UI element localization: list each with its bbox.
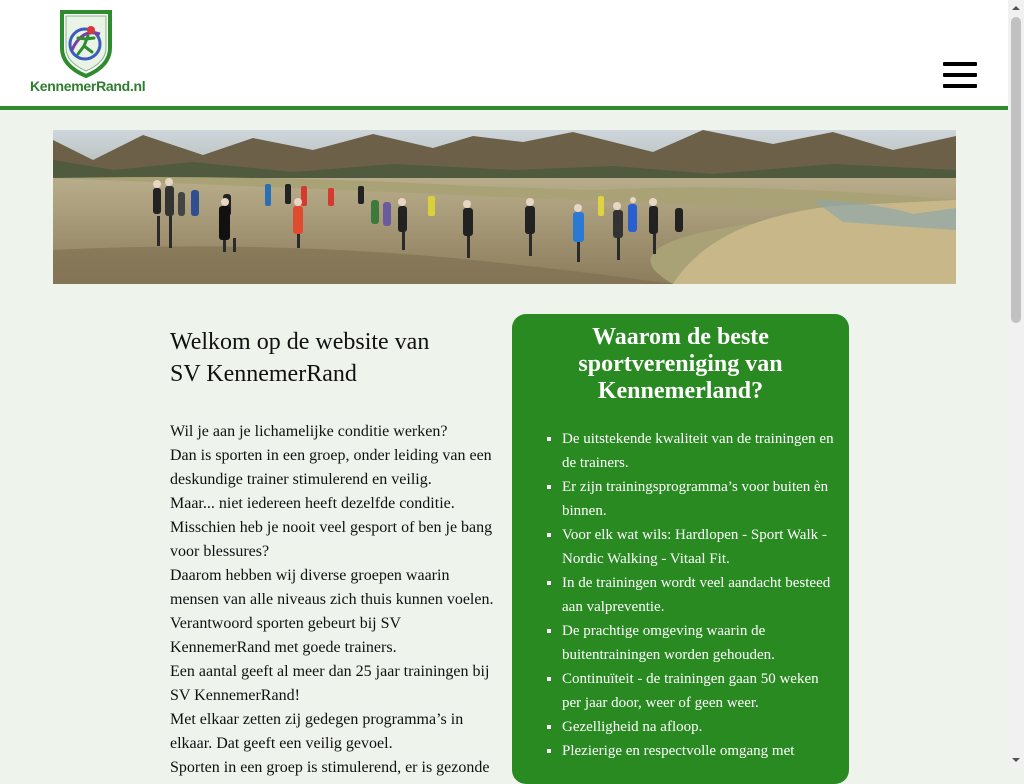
why-best-card: [512, 314, 849, 784]
list-item: ▪ Plezierige en respectvolle omgang met: [562, 739, 841, 763]
intro-line: Een aantal geeft al meer dan 25 jaar trainingen bij SV KennemerRand!: [170, 663, 490, 704]
site-header: [0, 0, 1008, 110]
welcome-section: [170, 326, 500, 780]
scrollbar-thumb[interactable]: [1011, 17, 1021, 323]
list-item: ▪ Gezelligheid na afloop.: [562, 715, 841, 739]
list-item: ▪ De uitstekende kwaliteit van de trainingen en de trainers.: [562, 427, 841, 475]
scroll-up-arrow-icon[interactable]: [1008, 0, 1024, 16]
scroll-down-arrow-icon[interactable]: [1008, 752, 1024, 768]
site-logo[interactable]: [30, 8, 146, 98]
intro-line: Verantwoord sporten gebeurt bij SV KennemerRand met goede trainers.: [170, 615, 401, 656]
training-group-photo: [53, 130, 956, 284]
intro-line: Misschien heb je nooit veel gesport of ben je bang voor blessures?: [170, 519, 493, 560]
list-item: ▪ In de trainingen wordt veel aandacht besteed aan valpreventie.: [562, 571, 841, 619]
intro-text: [170, 420, 500, 780]
intro-line: Dan is sporten in een groep, onder leiding van een deskundige trainer stimulerend en veilig.: [170, 447, 492, 488]
intro-line: Daarom hebben wij diverse groepen waarin mensen van alle niveaus zich thuis kunnen voelen.: [170, 567, 494, 608]
welcome-title-line2: SV KennemerRand: [170, 361, 357, 387]
reasons-list: [520, 427, 841, 763]
shield-logo-icon: [58, 8, 114, 78]
list-item: ▪ Continuïteit - de trainingen gaan 50 weken per jaar door, weer of geen weer.: [562, 667, 841, 715]
list-item: ▪ Er zijn trainingsprogramma’s voor buiten èn binnen.: [562, 475, 841, 523]
hamburger-menu-icon[interactable]: [943, 62, 977, 90]
list-item: ▪ Voor elk wat wils: Hardlopen - Sport Walk - Nordic Walking - Vitaal Fit.: [562, 523, 841, 571]
banner-photo: [53, 130, 956, 284]
intro-line: Maar... niet iedereen heeft dezelfde conditie.: [170, 495, 455, 512]
welcome-title: [170, 326, 500, 390]
vertical-scrollbar[interactable]: [1008, 0, 1024, 768]
logo-text: KennemerRand.nl: [30, 78, 146, 94]
welcome-title-line1: Welkom op de website van: [170, 329, 430, 355]
list-item: ▪ De prachtige omgeving waarin de buitentrainingen worden gehouden.: [562, 619, 841, 667]
intro-line: Wil je aan je lichamelijke conditie werken?: [170, 423, 448, 440]
intro-line: Sporten in een groep is stimulerend, er is gezonde: [170, 759, 490, 776]
card-title: Waarom de beste sportvereniging van Kennemerland?: [578, 324, 783, 404]
intro-line: Met elkaar zetten zij gedegen programma’s in elkaar. Dat geeft een veilig gevoel.: [170, 711, 464, 752]
